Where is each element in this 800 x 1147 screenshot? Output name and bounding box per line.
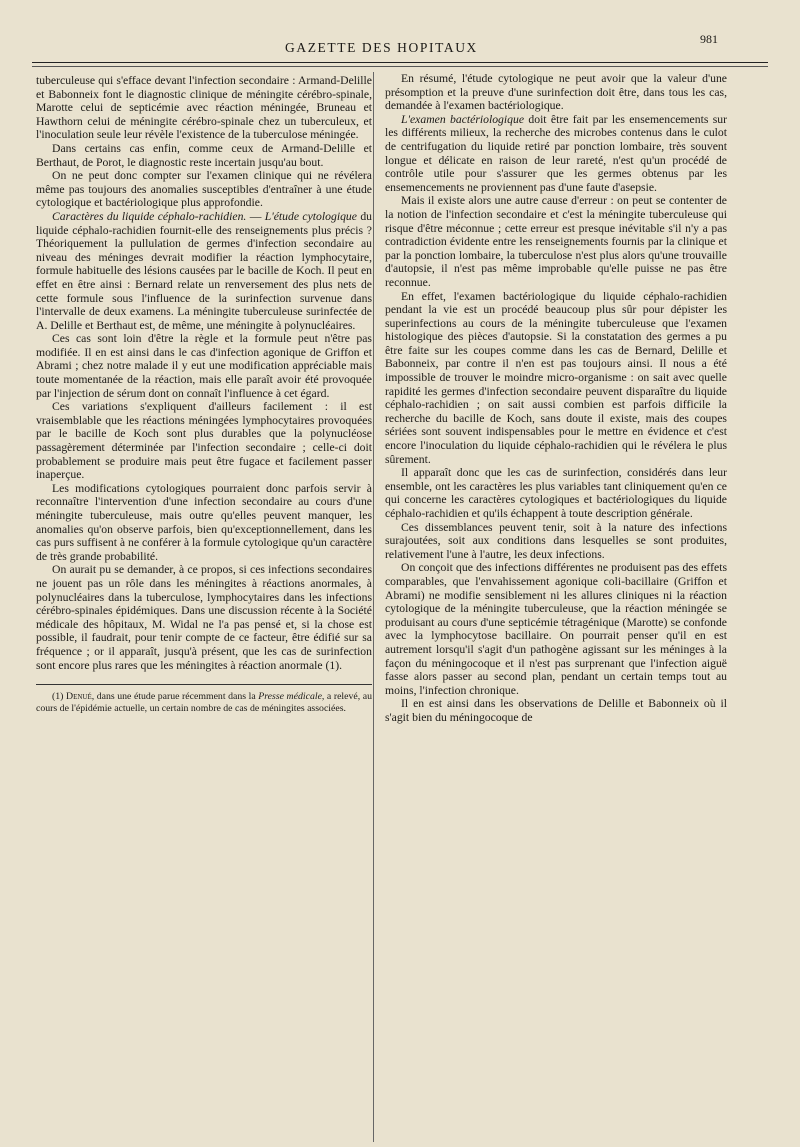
page-header bbox=[0, 0, 800, 70]
subheading-lead: L'étude cytologique bbox=[264, 209, 357, 223]
column-divider bbox=[373, 72, 374, 1142]
paragraph: On conçoit que des infections différentes ne produisent pas des effets comparables, que l'envahissement agonique coli-bacillaire (Griffon et Abrami) ne modifie sensiblement ni les allures cliniques ni la réaction cytologique de la méningite tuberculeuse, que la réaction méningée se produisant au cours d'une septicémie tétragénique (Marotte) se confonde avec la lymphocytose bacillaire. On pourrait penser qu'il en est autrement lorsqu'il s'agit d'un pathogène agissant sur les méninges à la façon du méningocoque et il n'est pas surprenant que l'infection aiguë fasse alors passer au second plan, pendant un certain temps tout au moins, l'infection chronique. bbox=[385, 561, 727, 697]
paragraph-text: doit être fait par les ensemencements sur les différents milieux, la recherche des microbes contenus dans le culot de centrifugation du liquide retiré par ponction lombaire, très souvent longue et délicate en raison de leur rareté, n'est qu'un procédé de contrôle utile pour s'assurer que les germes obtenus par les ensemencements ne proviennent pas d'une faute d'asepsie. bbox=[385, 112, 727, 194]
paragraph: Dans certains cas enfin, comme ceux de Armand-Delille et Berthaut, de Porot, le diagnostic reste incertain jusqu'au bout. bbox=[36, 141, 372, 169]
subheading: L'examen bactériologique bbox=[401, 112, 525, 126]
page-number: 981 bbox=[700, 32, 718, 46]
paragraph: Ces variations s'expliquent d'ailleurs facilement : il est vraisemblable que les réactions méningées lymphocytaires provoquées par le bacille de Koch sont plus durables que la polynucléose passagèrement déterminée par l'infection secondaire ; celle-ci doit probablement se produire mais peut être fugace et facilement passer inaperçue. bbox=[36, 400, 372, 482]
paragraph: On aurait pu se demander, à ce propos, si ces infections secondaires ne jouent pas un rôle dans les méningites à réactions anormales, à polynucléaires dans la tuberculose, lymphocytaires dans les infections cérébro-spinales épidémiques. Dans une discussion récente à la Société médicale des hôpitaux, M. Widal ne l'a pas pensé et, si la chose est possible, il faudrait, pour tenir compte de ce facteur, être édifié sur sa fréquence ; or il apparaît, jusqu'à présent, que les cas de surinfection sont encore plus rares que les méningites à réaction anormale (1). bbox=[36, 563, 372, 672]
footnote-text: , a relevé, au cours de l'épidémie actuelle, un certain nombre de cas de méningites associées. bbox=[36, 691, 372, 715]
footnote-author: Denué bbox=[66, 691, 92, 703]
paragraph: En effet, l'examen bactériologique du liquide céphalo-rachidien pendant la vie est un procédé beaucoup plus sûr pour dépister les superinfections au cours de la méningite tuberculeuse que l'examen histologique des pièces d'autopsie. Si la constatation des germes a pu être faite sur les coupes comme dans les cas de Bernard, Delille et Babonneix, par contre il n'en est pas toujours ainsi. Il nous a été impossible de trouver le moindre micro-organisme : on sait avec quelle rapidité les germes d'infection secondaire peuvent disparaître du liquide céphalo-rachidien ; on sait aussi combien est parfois difficile la recherche du bacille de Koch, sans doute il existe, mais des coupes sériées sont souvent indispensables pour le mettre en évidence et c'est encore l'inoculation du liquide céphalo-rachidien qui le révélera le plus sûrement. bbox=[385, 289, 727, 466]
header-rule-thin bbox=[32, 66, 768, 67]
paragraph: tuberculeuse qui s'efface devant l'infection secondaire : Armand-Delille et Babonneix font le diagnostic clinique de méningite cérébro-spinale, Marotte celui de septicémie avec réaction méningée, Bruneau et Hawthorn celui de méningite cérébro-spinale chez un tuberculeux, et l'inoculation seule leur révèle l'existence de la tuberculose méningée. bbox=[36, 74, 372, 142]
paragraph: Il en est ainsi dans les observations de Delille et Babonneix où il s'agit bien du méningocoque de bbox=[385, 697, 727, 724]
journal-title: GAZETTE DES HOPITAUX bbox=[285, 40, 478, 55]
footnote-journal: Presse médicale bbox=[258, 691, 322, 703]
footnote-marker: (1) bbox=[52, 691, 64, 703]
footnote bbox=[36, 691, 372, 715]
paragraph: Il apparaît donc que les cas de surinfection, considérés dans leur ensemble, ont les caractères les plus variables tant cliniquement qu'en ce qui concerne les caractères cytologiques et bactériologiques du liquide céphalo-rachidien et qu'ils échappent à toute description générale. bbox=[385, 466, 727, 520]
paragraph: Ces dissemblances peuvent tenir, soit à la nature des infections surajoutées, soit aux conditions dans lesquelles se sont produites, relativement l'une à l'autre, les deux infections. bbox=[385, 520, 727, 561]
paragraph-text: du liquide céphalo-rachidien fournit-elle des renseignements plus précis ? Théoriquement la pullulation de germes d'infection secondaire au niveau des méninges devrait modifier la réaction lymphocytaire, formule habituelle des lésions causées par le bacille de Koch. Il peut en effet en être ainsi : Bernard relate un renversement des plus nets de cette formule sous l'influence de la surinfection survenue dans l'intervalle de deux examens. La méningite tuberculeuse surinfectée de A. Delille et Berthaut est, de même, une méningite à polynucléaires. bbox=[36, 209, 372, 332]
paragraph: Mais il existe alors une autre cause d'erreur : on peut se contenter de la notion de l'infection secondaire et c'est la méningite tuberculeuse qui risque d'être méconnue ; cette erreur est presque inévitable s'il n'y a pas contradiction évidente entre les renseignements fournis par la clinique et par la ponction lombaire, la tuberculose n'est plus alors qu'une trouvaille d'autopsie, il n'est pas même improbable qu'elle puisse ne pas être reconnue. bbox=[385, 194, 727, 289]
subheading-dash: — bbox=[249, 209, 262, 223]
paragraph: Ces cas sont loin d'être la règle et la formule peut n'être pas modifiée. Il en est ainsi dans le cas d'infection agonique de Griffon et Abrami ; chez notre malade il y eut une modification appréciable mais toute momentanée de la réaction, mais elle paraît avoir été provoquée par l'injection de sérum dont on connaît l'influence à cet égard. bbox=[36, 332, 372, 400]
paragraph-with-subheading bbox=[385, 113, 727, 195]
paragraph: On ne peut donc compter sur l'examen clinique qui ne révélera même pas toujours des anomalies susceptibles d'entraîner à une étude cytologique et bactériologique plus approfondie. bbox=[36, 169, 372, 210]
footnote-rule bbox=[36, 684, 372, 685]
subheading: Caractères du liquide céphalo-rachidien. bbox=[52, 209, 247, 223]
paragraph-with-subheading bbox=[36, 210, 372, 332]
right-column bbox=[385, 72, 727, 725]
footnote-text: , dans une étude parue récemment dans la bbox=[91, 691, 256, 703]
paragraph: En résumé, l'étude cytologique ne peut avoir que la valeur d'une présomption et la preuve d'une surinfection doit être, dans tous les cas, demandée à l'examen bactériologique. bbox=[385, 72, 727, 113]
left-column bbox=[36, 74, 372, 715]
header-rule-thick bbox=[32, 62, 768, 63]
paragraph: Les modifications cytologiques pourraient donc parfois servir à reconnaître l'intervention d'une infection secondaire au cours d'une méningite tuberculeuse, mais outre qu'elles peuvent manquer, les anomalies qu'on observe parfois, bien qu'exceptionnellement, dans les cas purs suffisent à ne conférer à la formule cytologique qu'un caractère de très grande probabilité. bbox=[36, 481, 372, 563]
